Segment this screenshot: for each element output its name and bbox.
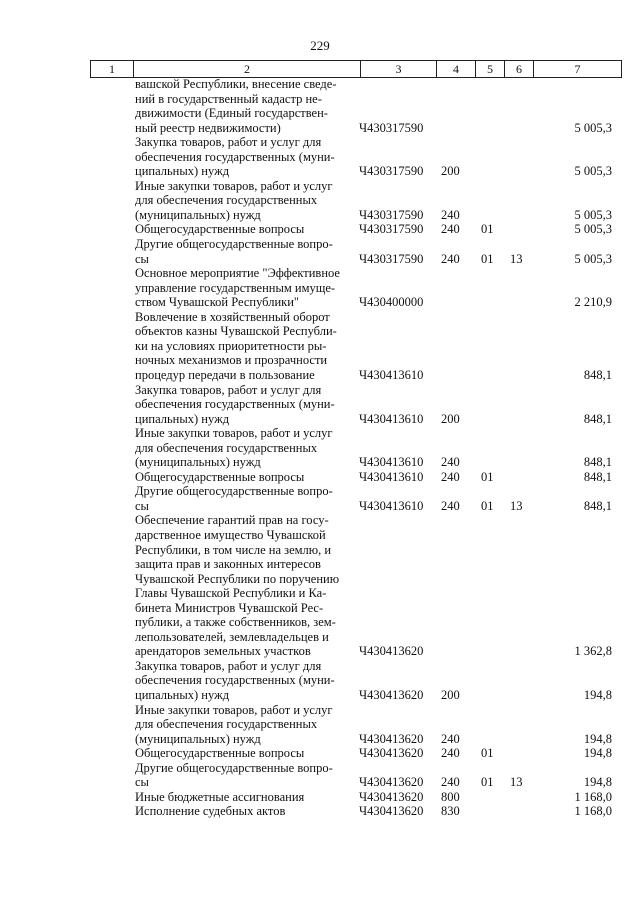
table-row [0, 703, 640, 747]
table-row [0, 135, 640, 179]
row-expense-type: 240 [441, 469, 460, 484]
table-row [0, 179, 640, 223]
row-name-line: объектов казны Чувашской Республи- [135, 324, 337, 339]
row-name-line: для обеспечения государственных [135, 717, 318, 732]
row-name-line: ципальных) нужд [135, 411, 230, 426]
table-row [0, 790, 640, 805]
table-row [0, 746, 640, 761]
column-header-6: 6 [505, 61, 534, 77]
table-row [0, 804, 640, 819]
row-code: Ч430413610 [359, 469, 424, 484]
row-name [135, 266, 347, 310]
row-expense-type: 240 [441, 775, 460, 790]
row-name-line: Другие общегосударственные вопро- [135, 760, 333, 775]
row-name-line: (муниципальных) нужд [135, 207, 261, 222]
table-row [0, 310, 640, 383]
row-amount: 194,8 [583, 746, 612, 761]
row-code: Ч430413620 [359, 775, 424, 790]
row-expense-type: 240 [441, 251, 460, 266]
row-name-line: Иные закупки товаров, работ и услуг [135, 426, 333, 441]
row-name [135, 135, 347, 179]
row-name-line: сы [135, 498, 149, 513]
row-subsection: 13 [510, 775, 523, 790]
row-code: Ч430413610 [359, 498, 424, 513]
row-name-line: ки на условиях приоритетности ры- [135, 338, 327, 353]
row-name [135, 513, 347, 658]
row-name [135, 746, 347, 761]
table-row [0, 470, 640, 485]
row-name [135, 659, 347, 703]
table-row [0, 761, 640, 790]
row-expense-type: 240 [441, 498, 460, 513]
column-header-1: 1 [91, 61, 134, 77]
row-code: Ч430317590 [359, 251, 424, 266]
row-code: Ч430413620 [359, 644, 424, 659]
row-expense-type: 240 [441, 746, 460, 761]
row-amount: 5 005,3 [574, 222, 612, 237]
row-amount: 5 005,3 [574, 164, 612, 179]
row-name [135, 426, 347, 470]
column-header-4: 4 [437, 61, 476, 77]
table-body [0, 77, 640, 819]
row-name-line: Главы Чувашской Республики и Ка- [135, 586, 327, 601]
row-name-line: Закупка товаров, работ и услуг для [135, 382, 322, 397]
row-name [135, 804, 347, 819]
table-row [0, 484, 640, 513]
table-row [0, 266, 640, 310]
row-section: 01 [481, 222, 494, 237]
row-name [135, 77, 347, 135]
column-header-7: 7 [534, 61, 622, 77]
row-name [135, 179, 347, 223]
row-expense-type: 800 [441, 789, 460, 804]
table-row [0, 222, 640, 237]
row-name-line: Вовлечение в хозяйственный оборот [135, 309, 330, 324]
row-name-line: Иные закупки товаров, работ и услуг [135, 178, 333, 193]
row-name-line: движимости (Единый государствен- [135, 106, 328, 121]
row-section: 01 [481, 498, 494, 513]
row-name-line: сы [135, 251, 149, 266]
row-expense-type: 240 [441, 222, 460, 237]
row-expense-type: 200 [441, 411, 460, 426]
row-name [135, 470, 347, 485]
row-expense-type: 240 [441, 731, 460, 746]
table-row [0, 513, 640, 659]
row-amount: 194,8 [583, 775, 612, 790]
row-name-line: управление государственным имуще- [135, 280, 336, 295]
row-amount: 848,1 [583, 367, 612, 382]
row-amount: 848,1 [583, 455, 612, 470]
row-expense-type: 830 [441, 804, 460, 819]
row-name-line: ципальных) нужд [135, 164, 230, 179]
row-name-line: (муниципальных) нужд [135, 455, 261, 470]
row-amount: 194,8 [583, 731, 612, 746]
row-name-line: обеспечения государственных (муни- [135, 673, 335, 688]
row-code: Ч430413620 [359, 688, 424, 703]
row-name [135, 237, 347, 266]
table-header [90, 60, 622, 78]
row-name-line: лепользователей, землевладельцев и [135, 629, 329, 644]
row-name-line: бинета Министров Чувашской Рес- [135, 600, 324, 615]
column-header-3: 3 [361, 61, 437, 77]
row-amount: 848,1 [583, 411, 612, 426]
row-name-line: вашской Республики, внесение сведе- [135, 77, 337, 91]
row-subsection: 13 [510, 251, 523, 266]
row-amount: 5 005,3 [574, 207, 612, 222]
row-name-line: публики, а также собственников, зем- [135, 615, 336, 630]
row-amount: 5 005,3 [574, 251, 612, 266]
row-name [135, 790, 347, 805]
row-name-line: Исполнение судебных актов [135, 804, 286, 819]
row-code: Ч430413610 [359, 455, 424, 470]
row-name [135, 761, 347, 790]
row-name-line: Общегосударственные вопросы [135, 222, 305, 237]
row-code: Ч430413610 [359, 411, 424, 426]
row-code: Ч430317590 [359, 120, 424, 135]
row-name-line: Иные закупки товаров, работ и услуг [135, 702, 333, 717]
row-code: Ч430413610 [359, 367, 424, 382]
row-name-line: защита прав и законных интересов [135, 557, 321, 572]
row-name-line: Общегосударственные вопросы [135, 469, 305, 484]
row-expense-type: 200 [441, 688, 460, 703]
table-row [0, 659, 640, 703]
row-code: Ч430413620 [359, 789, 424, 804]
row-code: Ч430413620 [359, 804, 424, 819]
row-code: Ч430317590 [359, 222, 424, 237]
row-amount: 1 168,0 [574, 789, 612, 804]
row-name-line: Закупка товаров, работ и услуг для [135, 135, 322, 150]
row-name-line: ночных механизмов и прозрачности [135, 353, 328, 368]
row-name-line: Другие общегосударственные вопро- [135, 484, 333, 499]
row-amount: 848,1 [583, 469, 612, 484]
row-name-line: ством Чувашской Республики" [135, 295, 300, 310]
row-name-line: Общегосударственные вопросы [135, 746, 305, 761]
row-code: Ч430413620 [359, 731, 424, 746]
row-code: Ч430400000 [359, 295, 424, 310]
row-name-line: ципальных) нужд [135, 688, 230, 703]
row-name [135, 703, 347, 747]
row-name-line: Республики, в том числе на землю, и [135, 542, 332, 557]
row-expense-type: 240 [441, 207, 460, 222]
row-amount: 5 005,3 [574, 120, 612, 135]
row-name [135, 484, 347, 513]
row-code: Ч430317590 [359, 164, 424, 179]
row-name-line: сы [135, 775, 149, 790]
row-name-line: арендаторов земельных участков [135, 644, 311, 659]
row-name-line: ний в государственный кадастр не- [135, 91, 322, 106]
row-name [135, 383, 347, 427]
column-header-5: 5 [476, 61, 505, 77]
row-amount: 1 168,0 [574, 804, 612, 819]
row-subsection: 13 [510, 498, 523, 513]
row-name [135, 310, 347, 383]
row-section: 01 [481, 251, 494, 266]
row-name-line: Основное мероприятие "Эффективное [135, 266, 340, 281]
row-name-line: дарственное имущество Чувашской [135, 527, 326, 542]
table-row [0, 237, 640, 266]
row-name-line: обеспечения государственных (муни- [135, 397, 335, 412]
row-name-line: для обеспечения государственных [135, 440, 318, 455]
row-section: 01 [481, 775, 494, 790]
row-code: Ч430317590 [359, 207, 424, 222]
page-number: 229 [310, 38, 330, 53]
row-name-line: (муниципальных) нужд [135, 731, 261, 746]
row-section: 01 [481, 746, 494, 761]
row-name-line: Чувашской Республики по поручению [135, 571, 340, 586]
row-amount: 194,8 [583, 688, 612, 703]
row-amount: 2 210,9 [574, 295, 612, 310]
row-name [135, 222, 347, 237]
row-name-line: ный реестр недвижимости) [135, 120, 281, 135]
table-row [0, 383, 640, 427]
row-code: Ч430413620 [359, 746, 424, 761]
row-section: 01 [481, 469, 494, 484]
row-name-line: Другие общегосударственные вопро- [135, 237, 333, 252]
row-name-line: Обеспечение гарантий прав на госу- [135, 513, 329, 528]
row-name-line: процедур передачи в пользование [135, 367, 315, 382]
column-header-2: 2 [134, 61, 361, 77]
row-amount: 1 362,8 [574, 644, 612, 659]
row-name-line: Иные бюджетные ассигнования [135, 789, 305, 804]
row-name-line: Закупка товаров, работ и услуг для [135, 658, 322, 673]
row-name-line: для обеспечения государственных [135, 193, 318, 208]
row-name-line: обеспечения государственных (муни- [135, 149, 335, 164]
row-expense-type: 240 [441, 455, 460, 470]
row-expense-type: 200 [441, 164, 460, 179]
row-amount: 848,1 [583, 498, 612, 513]
table-row [0, 426, 640, 470]
table-row [0, 77, 640, 135]
